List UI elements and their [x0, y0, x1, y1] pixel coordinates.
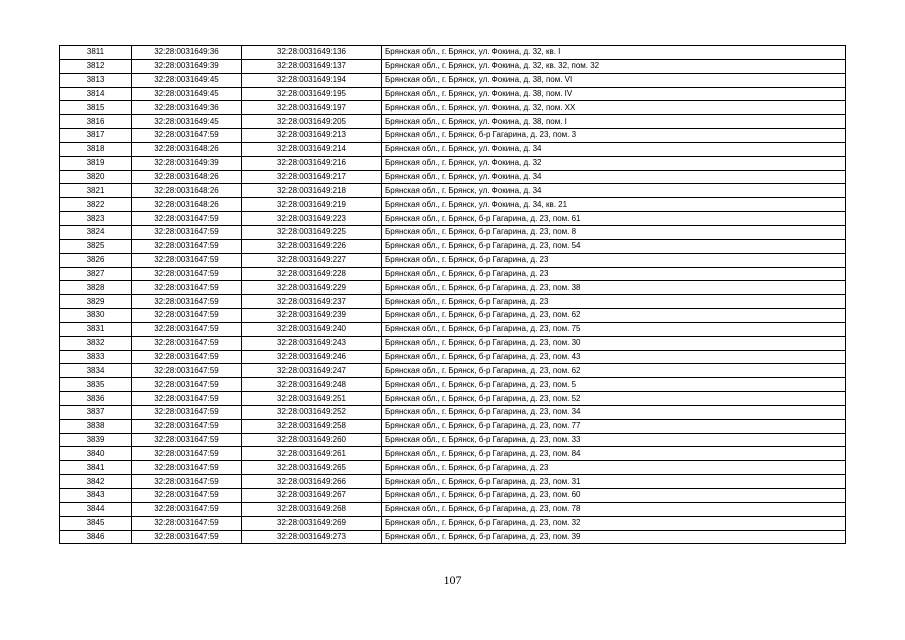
address-cell: Брянская обл., г. Брянск, ул. Фокина, д. 34	[382, 170, 846, 184]
cadastral-number-cell: 32:28:0031649:39	[132, 156, 242, 170]
row-number-cell: 3818	[60, 142, 132, 156]
cadastral-number-cell: 32:28:0031648:26	[132, 184, 242, 198]
table-row	[60, 530, 846, 544]
row-number-cell: 3833	[60, 350, 132, 364]
row-number-cell: 3840	[60, 447, 132, 461]
object-cadastral-number-cell: 32:28:0031649:240	[242, 322, 382, 336]
address-cell: Брянская обл., г. Брянск, б-р Гагарина, д. 23, пом. 84	[382, 447, 846, 461]
table-row	[60, 170, 846, 184]
object-cadastral-number-cell: 32:28:0031649:195	[242, 87, 382, 101]
row-number-cell: 3846	[60, 530, 132, 544]
address-cell: Брянская обл., г. Брянск, ул. Фокина, д. 34	[382, 184, 846, 198]
object-cadastral-number-cell: 32:28:0031649:258	[242, 419, 382, 433]
cadastral-number-cell: 32:28:0031649:39	[132, 59, 242, 73]
object-cadastral-number-cell: 32:28:0031649:261	[242, 447, 382, 461]
cadastral-number-cell: 32:28:0031648:26	[132, 170, 242, 184]
cadastral-number-cell: 32:28:0031647:59	[132, 475, 242, 489]
object-cadastral-number-cell: 32:28:0031649:228	[242, 267, 382, 281]
address-cell: Брянская обл., г. Брянск, ул. Фокина, д. 38, пом. VI	[382, 73, 846, 87]
cadastral-number-cell: 32:28:0031647:59	[132, 530, 242, 544]
cadastral-number-cell: 32:28:0031649:45	[132, 87, 242, 101]
address-cell: Брянская обл., г. Брянск, б-р Гагарина, д. 23, пом. 34	[382, 405, 846, 419]
table-row	[60, 447, 846, 461]
address-cell: Брянская обл., г. Брянск, б-р Гагарина, д. 23, пом. 3	[382, 129, 846, 143]
row-number-cell: 3820	[60, 170, 132, 184]
address-cell: Брянская обл., г. Брянск, ул. Фокина, д. 34	[382, 142, 846, 156]
table-row	[60, 253, 846, 267]
address-cell: Брянская обл., г. Брянск, б-р Гагарина, д. 23, пом. 54	[382, 239, 846, 253]
address-cell: Брянская обл., г. Брянск, ул. Фокина, д. 38, пом. I	[382, 115, 846, 129]
address-cell: Брянская обл., г. Брянск, б-р Гагарина, д. 23, пом. 52	[382, 392, 846, 406]
address-cell: Брянская обл., г. Брянск, б-р Гагарина, д. 23, пом. 31	[382, 475, 846, 489]
cadastral-number-cell: 32:28:0031647:59	[132, 295, 242, 309]
table-row	[60, 212, 846, 226]
cadastral-number-cell: 32:28:0031647:59	[132, 225, 242, 239]
row-number-cell: 3837	[60, 405, 132, 419]
object-cadastral-number-cell: 32:28:0031649:266	[242, 475, 382, 489]
address-cell: Брянская обл., г. Брянск, б-р Гагарина, д. 23, пом. 62	[382, 309, 846, 323]
object-cadastral-number-cell: 32:28:0031649:226	[242, 239, 382, 253]
cadastral-number-cell: 32:28:0031647:59	[132, 392, 242, 406]
registry-table-body	[60, 46, 846, 544]
row-number-cell: 3830	[60, 309, 132, 323]
cadastral-number-cell: 32:28:0031649:36	[132, 101, 242, 115]
table-row	[60, 378, 846, 392]
table-row	[60, 115, 846, 129]
row-number-cell: 3839	[60, 433, 132, 447]
table-row	[60, 433, 846, 447]
object-cadastral-number-cell: 32:28:0031649:247	[242, 364, 382, 378]
cadastral-number-cell: 32:28:0031649:45	[132, 115, 242, 129]
object-cadastral-number-cell: 32:28:0031649:269	[242, 516, 382, 530]
table-row	[60, 198, 846, 212]
address-cell: Брянская обл., г. Брянск, б-р Гагарина, д. 23, пом. 61	[382, 212, 846, 226]
object-cadastral-number-cell: 32:28:0031649:197	[242, 101, 382, 115]
table-row	[60, 392, 846, 406]
address-cell: Брянская обл., г. Брянск, ул. Фокина, д. 32, пом. XX	[382, 101, 846, 115]
cadastral-number-cell: 32:28:0031647:59	[132, 516, 242, 530]
table-row	[60, 322, 846, 336]
object-cadastral-number-cell: 32:28:0031649:136	[242, 46, 382, 60]
cadastral-number-cell: 32:28:0031647:59	[132, 336, 242, 350]
registry-table	[59, 45, 846, 544]
cadastral-number-cell: 32:28:0031649:36	[132, 46, 242, 60]
object-cadastral-number-cell: 32:28:0031649:225	[242, 225, 382, 239]
object-cadastral-number-cell: 32:28:0031649:229	[242, 281, 382, 295]
row-number-cell: 3836	[60, 392, 132, 406]
cadastral-number-cell: 32:28:0031647:59	[132, 253, 242, 267]
cadastral-number-cell: 32:28:0031647:59	[132, 378, 242, 392]
address-cell: Брянская обл., г. Брянск, б-р Гагарина, д. 23	[382, 461, 846, 475]
row-number-cell: 3814	[60, 87, 132, 101]
row-number-cell: 3824	[60, 225, 132, 239]
row-number-cell: 3834	[60, 364, 132, 378]
cadastral-number-cell: 32:28:0031647:59	[132, 350, 242, 364]
row-number-cell: 3832	[60, 336, 132, 350]
cadastral-number-cell: 32:28:0031648:26	[132, 198, 242, 212]
object-cadastral-number-cell: 32:28:0031649:246	[242, 350, 382, 364]
row-number-cell: 3838	[60, 419, 132, 433]
object-cadastral-number-cell: 32:28:0031649:213	[242, 129, 382, 143]
object-cadastral-number-cell: 32:28:0031649:219	[242, 198, 382, 212]
address-cell: Брянская обл., г. Брянск, б-р Гагарина, д. 23, пом. 43	[382, 350, 846, 364]
row-number-cell: 3815	[60, 101, 132, 115]
row-number-cell: 3829	[60, 295, 132, 309]
row-number-cell: 3817	[60, 129, 132, 143]
object-cadastral-number-cell: 32:28:0031649:260	[242, 433, 382, 447]
address-cell: Брянская обл., г. Брянск, б-р Гагарина, д. 23, пом. 77	[382, 419, 846, 433]
cadastral-number-cell: 32:28:0031647:59	[132, 364, 242, 378]
cadastral-number-cell: 32:28:0031648:26	[132, 142, 242, 156]
cadastral-number-cell: 32:28:0031647:59	[132, 281, 242, 295]
table-row	[60, 461, 846, 475]
object-cadastral-number-cell: 32:28:0031649:265	[242, 461, 382, 475]
row-number-cell: 3842	[60, 475, 132, 489]
address-cell: Брянская обл., г. Брянск, б-р Гагарина, д. 23, пом. 75	[382, 322, 846, 336]
address-cell: Брянская обл., г. Брянск, б-р Гагарина, д. 23, пом. 78	[382, 502, 846, 516]
cadastral-number-cell: 32:28:0031649:45	[132, 73, 242, 87]
row-number-cell: 3826	[60, 253, 132, 267]
object-cadastral-number-cell: 32:28:0031649:223	[242, 212, 382, 226]
cadastral-number-cell: 32:28:0031647:59	[132, 461, 242, 475]
address-cell: Брянская обл., г. Брянск, б-р Гагарина, д. 23	[382, 253, 846, 267]
cadastral-number-cell: 32:28:0031647:59	[132, 129, 242, 143]
table-row	[60, 267, 846, 281]
table-row	[60, 73, 846, 87]
cadastral-number-cell: 32:28:0031647:59	[132, 489, 242, 503]
address-cell: Брянская обл., г. Брянск, б-р Гагарина, д. 23, пом. 8	[382, 225, 846, 239]
object-cadastral-number-cell: 32:28:0031649:216	[242, 156, 382, 170]
address-cell: Брянская обл., г. Брянск, б-р Гагарина, д. 23, пом. 32	[382, 516, 846, 530]
row-number-cell: 3816	[60, 115, 132, 129]
cadastral-number-cell: 32:28:0031647:59	[132, 433, 242, 447]
table-row	[60, 336, 846, 350]
cadastral-number-cell: 32:28:0031647:59	[132, 212, 242, 226]
object-cadastral-number-cell: 32:28:0031649:273	[242, 530, 382, 544]
row-number-cell: 3825	[60, 239, 132, 253]
table-row	[60, 295, 846, 309]
address-cell: Брянская обл., г. Брянск, ул. Фокина, д. 32, кв. I	[382, 46, 846, 60]
table-row	[60, 87, 846, 101]
table-row	[60, 239, 846, 253]
row-number-cell: 3831	[60, 322, 132, 336]
row-number-cell: 3823	[60, 212, 132, 226]
table-row	[60, 419, 846, 433]
object-cadastral-number-cell: 32:28:0031649:237	[242, 295, 382, 309]
table-row	[60, 281, 846, 295]
row-number-cell: 3835	[60, 378, 132, 392]
cadastral-number-cell: 32:28:0031647:59	[132, 502, 242, 516]
table-row	[60, 101, 846, 115]
address-cell: Брянская обл., г. Брянск, ул. Фокина, д. 32	[382, 156, 846, 170]
table-row	[60, 350, 846, 364]
cadastral-number-cell: 32:28:0031647:59	[132, 267, 242, 281]
table-row	[60, 475, 846, 489]
row-number-cell: 3819	[60, 156, 132, 170]
cadastral-number-cell: 32:28:0031647:59	[132, 447, 242, 461]
address-cell: Брянская обл., г. Брянск, б-р Гагарина, д. 23, пом. 33	[382, 433, 846, 447]
row-number-cell: 3812	[60, 59, 132, 73]
object-cadastral-number-cell: 32:28:0031649:217	[242, 170, 382, 184]
table-row	[60, 142, 846, 156]
object-cadastral-number-cell: 32:28:0031649:227	[242, 253, 382, 267]
table-row	[60, 364, 846, 378]
row-number-cell: 3845	[60, 516, 132, 530]
object-cadastral-number-cell: 32:28:0031649:218	[242, 184, 382, 198]
cadastral-number-cell: 32:28:0031647:59	[132, 239, 242, 253]
row-number-cell: 3827	[60, 267, 132, 281]
address-cell: Брянская обл., г. Брянск, б-р Гагарина, д. 23	[382, 295, 846, 309]
object-cadastral-number-cell: 32:28:0031649:251	[242, 392, 382, 406]
cadastral-number-cell: 32:28:0031647:59	[132, 309, 242, 323]
row-number-cell: 3813	[60, 73, 132, 87]
object-cadastral-number-cell: 32:28:0031649:194	[242, 73, 382, 87]
row-number-cell: 3843	[60, 489, 132, 503]
address-cell: Брянская обл., г. Брянск, б-р Гагарина, д. 23	[382, 267, 846, 281]
table-row	[60, 59, 846, 73]
table-row	[60, 516, 846, 530]
address-cell: Брянская обл., г. Брянск, б-р Гагарина, д. 23, пом. 60	[382, 489, 846, 503]
object-cadastral-number-cell: 32:28:0031649:137	[242, 59, 382, 73]
object-cadastral-number-cell: 32:28:0031649:252	[242, 405, 382, 419]
object-cadastral-number-cell: 32:28:0031649:243	[242, 336, 382, 350]
address-cell: Брянская обл., г. Брянск, ул. Фокина, д. 34, кв. 21	[382, 198, 846, 212]
table-row	[60, 184, 846, 198]
row-number-cell: 3822	[60, 198, 132, 212]
row-number-cell: 3828	[60, 281, 132, 295]
table-row	[60, 156, 846, 170]
page-number: 107	[443, 573, 462, 587]
table-row	[60, 502, 846, 516]
address-cell: Брянская обл., г. Брянск, б-р Гагарина, д. 23, пом. 5	[382, 378, 846, 392]
cadastral-number-cell: 32:28:0031647:59	[132, 419, 242, 433]
address-cell: Брянская обл., г. Брянск, б-р Гагарина, д. 23, пом. 30	[382, 336, 846, 350]
table-row	[60, 309, 846, 323]
table-row	[60, 225, 846, 239]
table-row	[60, 405, 846, 419]
cadastral-number-cell: 32:28:0031647:59	[132, 322, 242, 336]
object-cadastral-number-cell: 32:28:0031649:248	[242, 378, 382, 392]
row-number-cell: 3821	[60, 184, 132, 198]
table-row	[60, 46, 846, 60]
row-number-cell: 3841	[60, 461, 132, 475]
address-cell: Брянская обл., г. Брянск, б-р Гагарина, д. 23, пом. 39	[382, 530, 846, 544]
address-cell: Брянская обл., г. Брянск, б-р Гагарина, д. 23, пом. 38	[382, 281, 846, 295]
table-row	[60, 489, 846, 503]
address-cell: Брянская обл., г. Брянск, ул. Фокина, д. 38, пом. IV	[382, 87, 846, 101]
row-number-cell: 3844	[60, 502, 132, 516]
address-cell: Брянская обл., г. Брянск, ул. Фокина, д. 32, кв. 32, пом. 32	[382, 59, 846, 73]
object-cadastral-number-cell: 32:28:0031649:214	[242, 142, 382, 156]
object-cadastral-number-cell: 32:28:0031649:205	[242, 115, 382, 129]
cadastral-number-cell: 32:28:0031647:59	[132, 405, 242, 419]
object-cadastral-number-cell: 32:28:0031649:268	[242, 502, 382, 516]
table-row	[60, 129, 846, 143]
object-cadastral-number-cell: 32:28:0031649:267	[242, 489, 382, 503]
address-cell: Брянская обл., г. Брянск, б-р Гагарина, д. 23, пом. 62	[382, 364, 846, 378]
row-number-cell: 3811	[60, 46, 132, 60]
object-cadastral-number-cell: 32:28:0031649:239	[242, 309, 382, 323]
